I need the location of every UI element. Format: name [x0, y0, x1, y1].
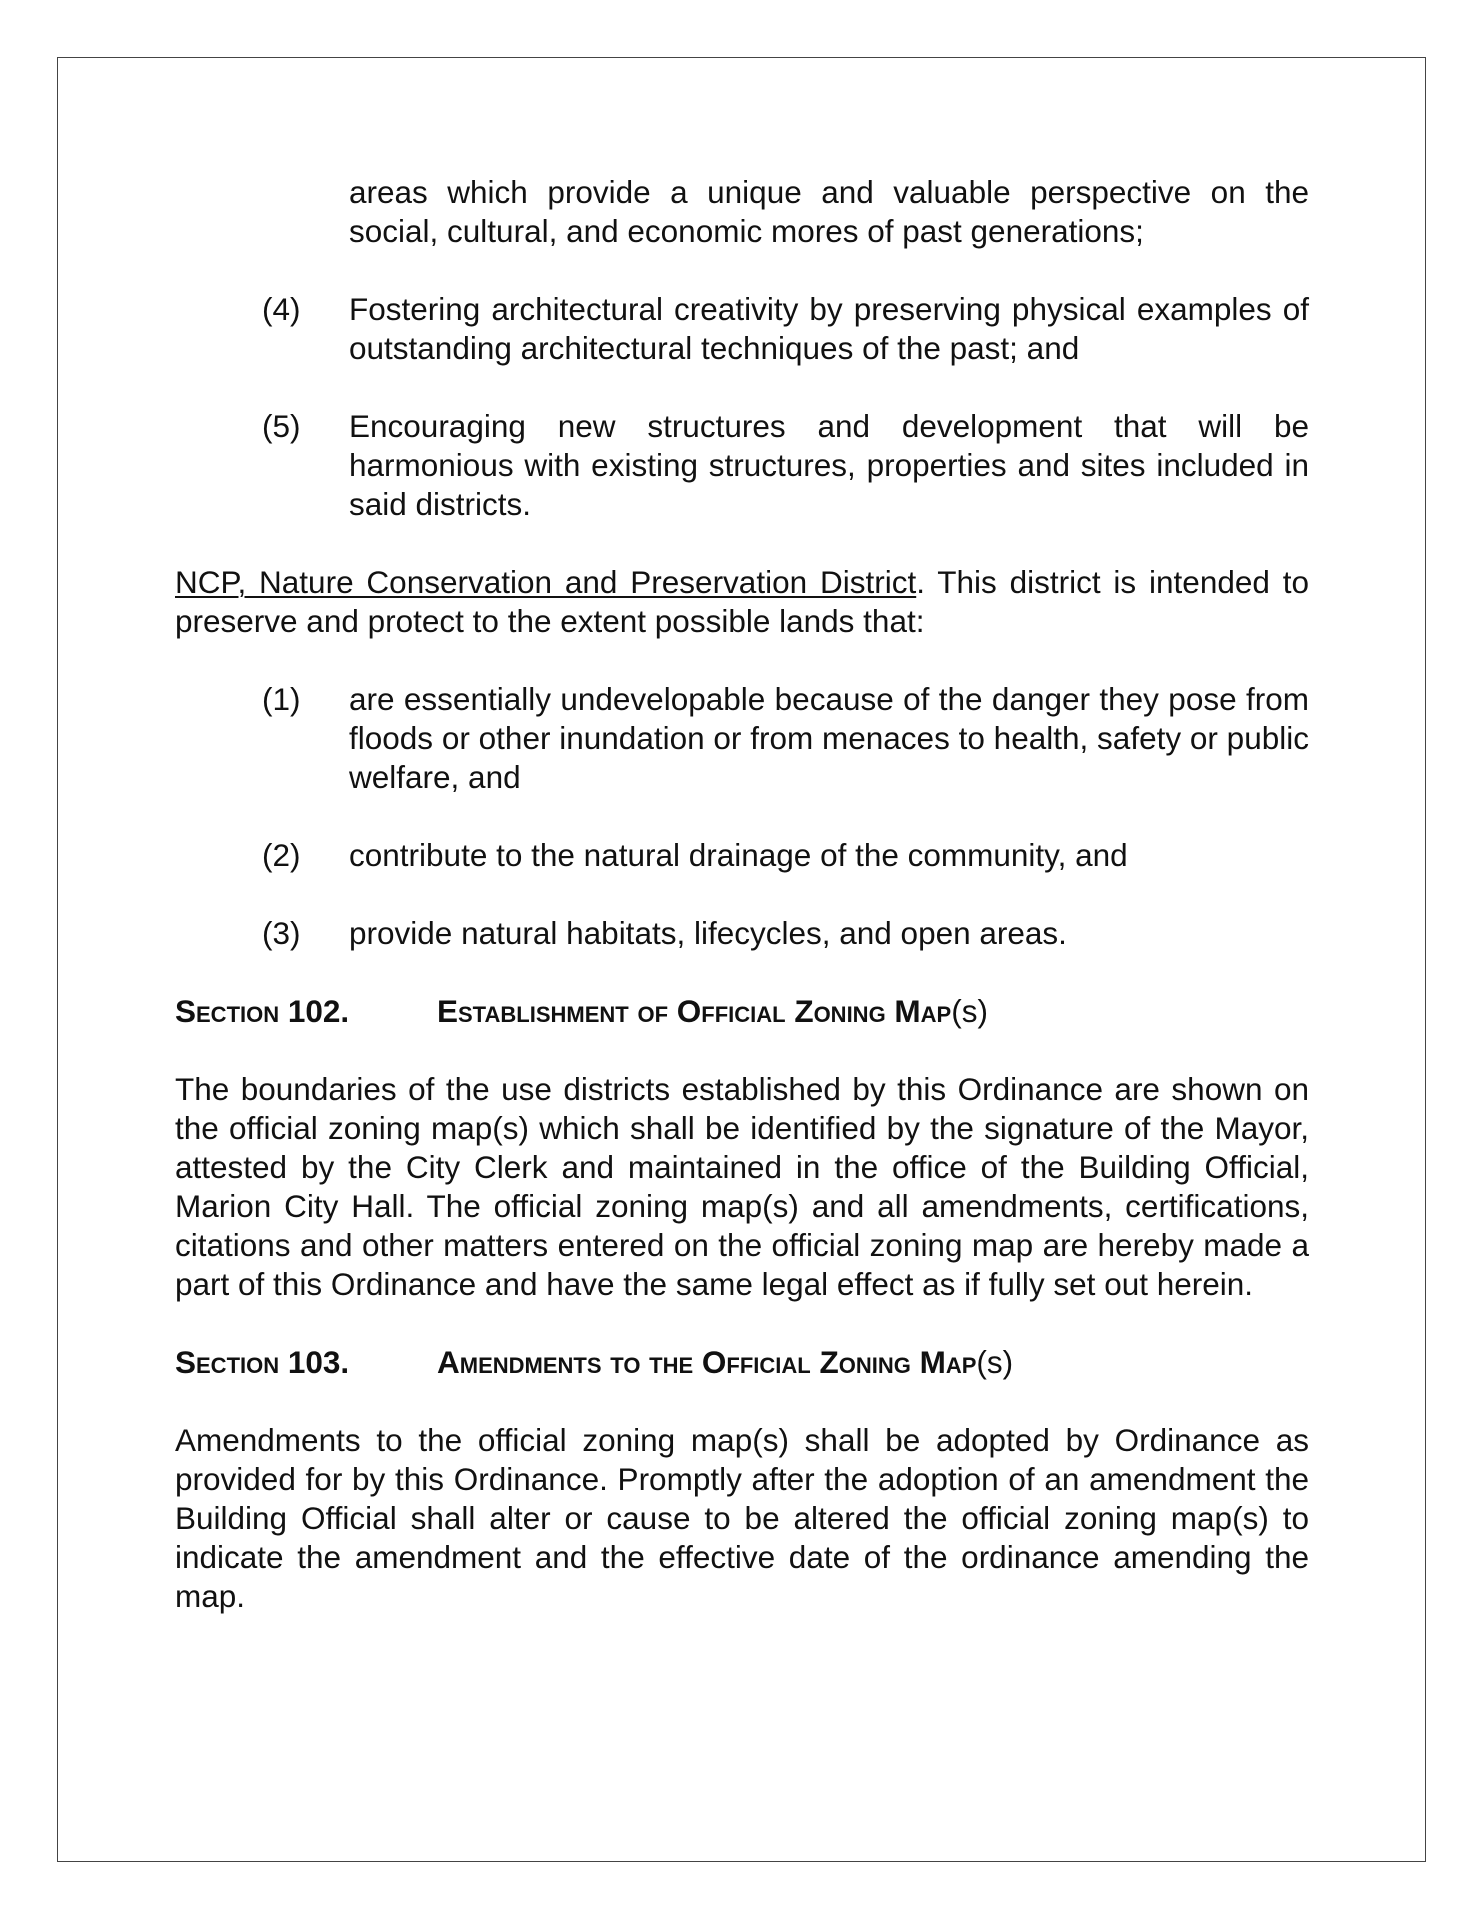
list-item-number: (3) [262, 915, 301, 951]
intro-continuation-text: areas which provide a unique and valuable perspective on the social, cultural, and economic mores of past generations; [349, 174, 1309, 249]
list-item [175, 407, 1309, 524]
list-item-number: (5) [262, 408, 301, 444]
document-body [175, 173, 1309, 1616]
list-item-number: (1) [262, 681, 301, 717]
section-102-label: Section 102. [175, 993, 350, 1029]
section-102-heading [175, 992, 1309, 1031]
list-item [175, 914, 1309, 953]
list-item-text: Fostering architectural creativity by preserving physical examples of outstanding architectural techniques of the past; and [349, 291, 1309, 366]
section-102-title-suffix: (s) [951, 993, 988, 1029]
list-item-number: (2) [262, 837, 301, 873]
list-item-text: contribute to the natural drainage of the community, and [349, 837, 1128, 873]
list-item [175, 290, 1309, 368]
section-103-label: Section 103. [175, 1344, 350, 1380]
section-103-body: Amendments to the official zoning map(s) shall be adopted by Ordinance as provided for by this Ordinance. Promptly after the adoption of an amendment the Building Official shall alter or cause to be altered the official zoning map(s) to indicate the amendment and the effective date of the ordinance amending the map. [175, 1422, 1309, 1614]
ncp-district-text: . This district is intended to preserve and protect to the extent possible lands that: [175, 564, 1310, 639]
section-103-title-wrap [437, 1343, 1013, 1382]
list-item-number: (4) [262, 291, 301, 327]
section-103-heading [175, 1343, 1309, 1382]
list-item [175, 836, 1309, 875]
list-item-text: are essentially undevelopable because of the danger they pose from floods or other inundation or from menaces to health, safety or public welfare, and [349, 681, 1309, 795]
intro-continuation [175, 173, 1309, 251]
section-103-title: Amendments to the Official Zoning Map [437, 1344, 977, 1380]
ncp-district-title: NCP, Nature Conservation and Preservation District [175, 564, 917, 600]
section-103-title-suffix: (s) [976, 1344, 1014, 1380]
section-102-body: The boundaries of the use districts established by this Ordinance are shown on the official zoning map(s) which shall be identified by the signature of the Mayor, attested by the City Clerk and maintained in the office of the Building Official, Marion City Hall. The official zoning map(s) and all amendments, certifications, citations and other matters entered on the official zoning map are hereby made a part of this Ordinance and have the same legal effect as if fully set out herein. [175, 1071, 1309, 1302]
list-item-text: provide natural habitats, lifecycles, and open areas. [349, 915, 1067, 951]
section-102-title: Establishment of Official Zoning Map [437, 993, 952, 1029]
list-item-text: Encouraging new structures and development that will be harmonious with existing structures, properties and sites included in said districts. [349, 408, 1309, 522]
ncp-paragraph [175, 563, 1309, 641]
section-102-title-wrap [437, 992, 988, 1031]
list-item [175, 680, 1309, 797]
